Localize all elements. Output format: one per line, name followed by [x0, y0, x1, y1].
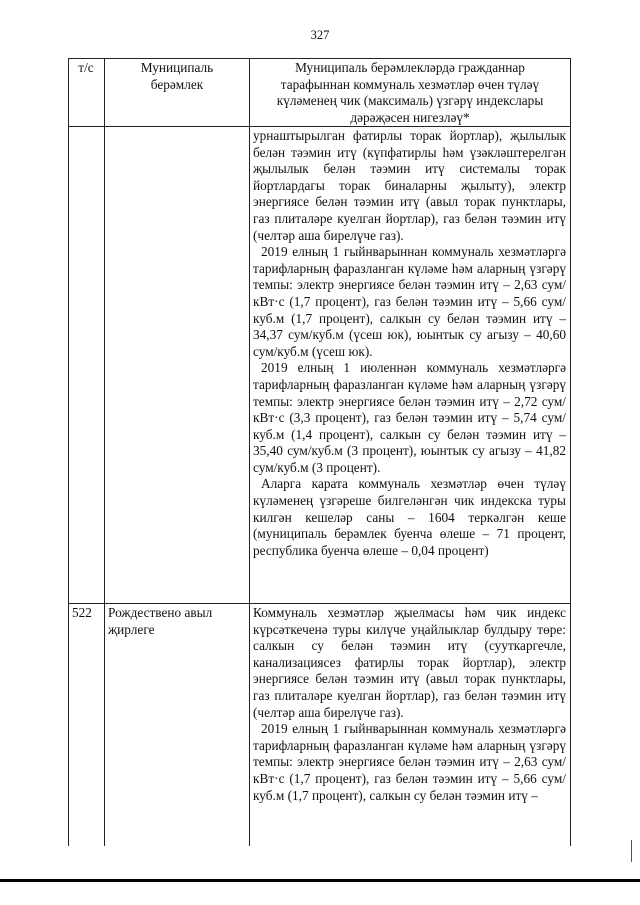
header-municipality: Муниципаль берәмлек: [140, 60, 214, 92]
continuation-paragraph-4: Аларга карата коммуналь хезмәтләр өчен түләү күләменең үзгәреше билгеләнгән чик индекска туры килгән кешеләр саны – 1604 теркәлгән кеше (муниципаль берәмлек буенча өлеше – 71 процент, республика буенча өлеше – 0,04 процент): [253, 476, 566, 558]
page-number: 327: [310, 28, 330, 42]
continuation-description: [253, 128, 566, 559]
continuation-paragraph-3: 2019 елның 1 июленнән коммуналь хезмәтләргә тарифларның фаразланган күләме һәм аларның үзгәрү темпы: электр энергиясе белән тәэмин итү – 2,72 сум/кВт·с (3,3 процент), газ белән тәэмин итү – 5,74 сум/куб.м (1,4 процент), салкын су белән тәэмин итү – 35,40 сум/куб.м (3 процент), юынтык су агызу – 41,82 сум/куб.м (3 процент).: [253, 360, 566, 475]
row-522-paragraph-2: 2019 елның 1 гыйнварыннан коммуналь хезмәтләргә тарифларның фаразланган күләме һәм аларның үзгәрү темпы: электр энергиясе белән тәэмин итү – 2,63 сум/кВт·с (1,7 процент), газ белән тәэмин итү – 5,66 сум/куб.м (1,7 процент), салкын су белән тәэмин итү –: [253, 721, 566, 803]
row-522-municipality: Рождествено авыл җирлеге: [108, 605, 213, 637]
table-row-divider: [68, 603, 570, 604]
table-border-top: [68, 58, 570, 59]
scan-speck: [631, 840, 632, 862]
header-description: Муниципаль берәмлекләрдә гражданнар тарафыннан коммуналь хезмәтләр өчен түләү күләменең чик (максималь) үзгәрү индекслары дәрәҗәсен нигезләү*: [276, 60, 544, 125]
table-border-right: [570, 58, 571, 846]
row-522-num: 522: [72, 605, 92, 620]
table-col-divider-1: [104, 58, 105, 846]
continuation-paragraph-1: урнаштырылган фатирлы торак йортлар), җылылык белән тәэмин итү (күпфатирлы һәм үзәкләштерелгән җылылык белән тәэмин итү системалы торак йортлардагы торак биналарны җылыту), электр энергиясе белән тәэмин итү (авыл торак пунктлары, газ плиталәре куелган йортлар), газ белән тәэмин итү (челтәр аша бирелүче газ).: [253, 128, 566, 243]
header-num: т/с: [78, 60, 94, 75]
continuation-paragraph-2: 2019 елның 1 гыйнварыннан коммуналь хезмәтләргә тарифларның фаразланган күләме һәм аларның үзгәрү темпы: электр энергиясе белән тәэмин итү – 2,63 сум/кВт·с (1,7 процент), газ белән тәэмин итү – 5,66 сум/куб.м (1,7 процент), салкын су белән тәэмин итү – 34,37 сум/куб.м (үсеш юк), юынтык су агызу – 40,60 сум/куб.м (үсеш юк).: [253, 244, 566, 359]
scan-edge-line: [0, 879, 640, 882]
table-col-divider-2: [249, 58, 250, 846]
table-border-left: [68, 58, 69, 846]
row-522-description: [253, 605, 566, 804]
row-522-paragraph-1: Коммуналь хезмәтләр җыелмасы һәм чик индекс күрсәткеченә туры килүче уңайлыклар булдыру төре: салкын су белән тәэмин итү (сууткаргечле, канализациясез фатирлы торак йортлар), электр энергиясе белән тәэмин итү (авыл торак пунктлары, газ плиталәре куелган йортлар), газ белән тәэмин итү (челтәр аша бирелүче газ).: [253, 605, 566, 720]
